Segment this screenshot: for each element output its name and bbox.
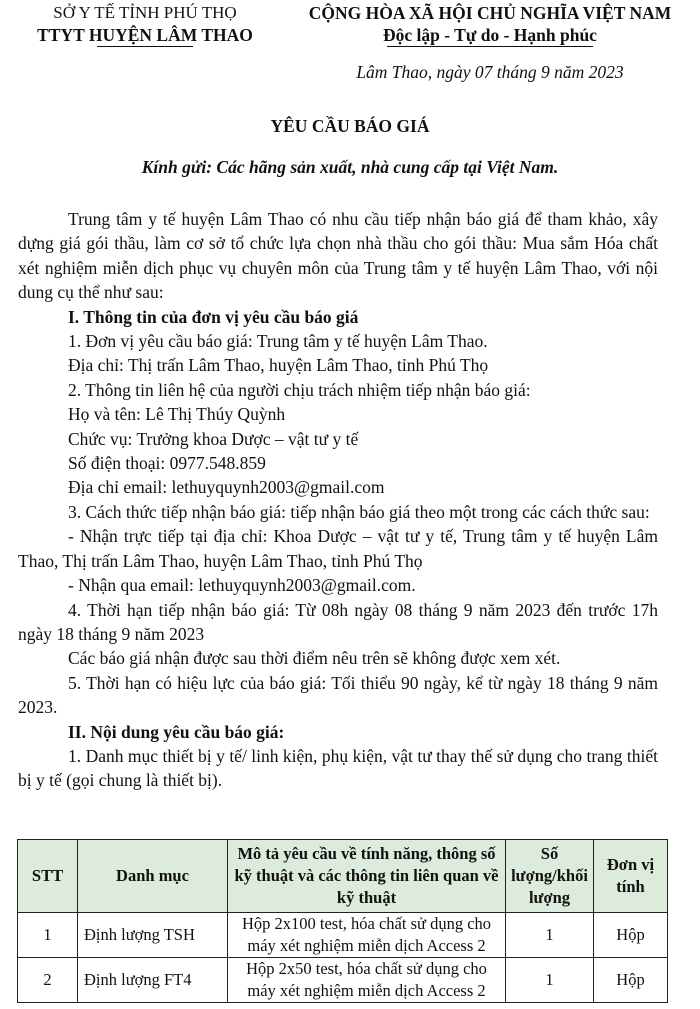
receipt-direct: - Nhận trực tiếp tại địa chỉ: Khoa Dược – vật tư y tế, Trung tâm y tế huyện Lâm Thao, Thị trấn Lâm Thao, huyện Lâm Thao, tỉnh Phú Thọ bbox=[18, 526, 658, 571]
date-line: Lâm Thao, ngày 07 tháng 9 năm 2023 bbox=[356, 62, 624, 82]
cell-quantity: 1 bbox=[506, 913, 594, 958]
cell-stt: 1 bbox=[18, 913, 78, 958]
receipt-method: 3. Cách thức tiếp nhận báo giá: tiếp nhận báo giá theo một trong các cách thức sau: bbox=[68, 501, 650, 522]
intro-paragraph: Trung tâm y tế huyện Lâm Thao có nhu cầu tiếp nhận báo giá để tham khảo, xây dựng giá gói thầu, làm cơ sở tổ chức lựa chọn nhà thầu cho gói thầu: Mua sắm Hóa chất xét nghiệm miễn dịch phục vụ chuyên môn của Trung tâm y tế huyện Lâm Thao, với nội dung cụ thể như sau: bbox=[18, 209, 658, 303]
document-title: YÊU CẦU BÁO GIÁ bbox=[270, 116, 430, 136]
cell-item: Định lượng TSH bbox=[78, 913, 228, 958]
unit-address: Địa chỉ: Thị trấn Lâm Thao, huyện Lâm Thao, tỉnh Phú Thọ bbox=[68, 355, 489, 376]
table-row bbox=[18, 958, 668, 1003]
col-header-quantity: Số lượng/khối lượng bbox=[506, 840, 594, 913]
greeting: Kính gửi: Các hãng sản xuất, nhà cung cấp tại Việt Nam. bbox=[141, 157, 559, 177]
motto-underline bbox=[387, 46, 593, 47]
receipt-deadline: 4. Thời hạn tiếp nhận báo giá: Từ 08h ngày 08 tháng 9 năm 2023 đến trước 17h ngày 18 tháng 9 năm 2023 bbox=[18, 599, 658, 644]
quote-table bbox=[17, 839, 668, 1003]
contact-name: Họ và tên: Lê Thị Thúy Quỳnh bbox=[68, 404, 286, 425]
cell-description: Hộp 2x50 test, hóa chất sử dụng cho máy xét nghiệm miễn dịch Access 2 bbox=[228, 958, 506, 1003]
cell-quantity: 1 bbox=[506, 958, 594, 1003]
national-header bbox=[284, 2, 696, 47]
quote-validity: 5. Thời hạn có hiệu lực của báo giá: Tối thiểu 90 ngày, kể từ ngày 18 tháng 9 năm 2023. bbox=[18, 672, 658, 718]
equipment-list-intro: 1. Danh mục thiết bị y tế/ linh kiện, phụ kiện, vật tư thay thế sử dụng cho trang thiết bị y tế (gọi chung là thiết bị). bbox=[18, 745, 658, 791]
contact-email: Địa chỉ email: lethuyquynh2003@gmail.com bbox=[68, 477, 385, 498]
contact-position: Chức vụ: Trưởng khoa Dược – vật tư y tế bbox=[68, 428, 359, 449]
contact-phone: Số điện thoại: 0977.548.859 bbox=[68, 453, 266, 474]
national-motto: Độc lập - Tự do - Hạnh phúc bbox=[383, 25, 597, 45]
section-2-heading: II. Nội dung yêu cầu báo giá: bbox=[68, 721, 285, 742]
cell-unit: Hộp bbox=[594, 958, 668, 1003]
cell-unit: Hộp bbox=[594, 913, 668, 958]
table-row bbox=[18, 913, 668, 958]
late-notice: Các báo giá nhận được sau thời điểm nêu trên sẽ không được xem xét. bbox=[68, 648, 561, 669]
contact-info-label: 2. Thông tin liên hệ của người chịu trách nhiệm tiếp nhận báo giá: bbox=[68, 379, 531, 400]
nation-name: CỘNG HÒA XÃ HỘI CHỦ NGHĨA VIỆT NAM bbox=[308, 3, 672, 23]
receipt-email: - Nhận qua email: lethuyquynh2003@gmail.com. bbox=[68, 575, 416, 596]
issuer-department: SỞ Y TẾ TỈNH PHÚ THỌ bbox=[53, 3, 237, 22]
col-header-description: Mô tả yêu cầu về tính năng, thông số kỹ thuật và các thông tin liên quan về kỹ thuật bbox=[228, 840, 506, 913]
col-header-stt: STT bbox=[18, 840, 78, 913]
table-header-row bbox=[18, 840, 668, 913]
cell-item: Định lượng FT4 bbox=[78, 958, 228, 1003]
issuer-underline bbox=[97, 46, 193, 47]
document-body bbox=[18, 207, 658, 793]
issuer-name: TTYT HUYỆN LÂM THAO bbox=[37, 25, 253, 45]
issuer-block bbox=[14, 2, 276, 47]
col-header-unit: Đơn vị tính bbox=[594, 840, 668, 913]
requesting-unit: 1. Đơn vị yêu cầu báo giá: Trung tâm y tế huyện Lâm Thao. bbox=[68, 331, 488, 352]
cell-description: Hộp 2x100 test, hóa chất sử dụng cho máy xét nghiệm miễn dịch Access 2 bbox=[228, 913, 506, 958]
cell-stt: 2 bbox=[18, 958, 78, 1003]
section-1-heading: I. Thông tin của đơn vị yêu cầu báo giá bbox=[68, 306, 359, 327]
col-header-item: Danh mục bbox=[78, 840, 228, 913]
